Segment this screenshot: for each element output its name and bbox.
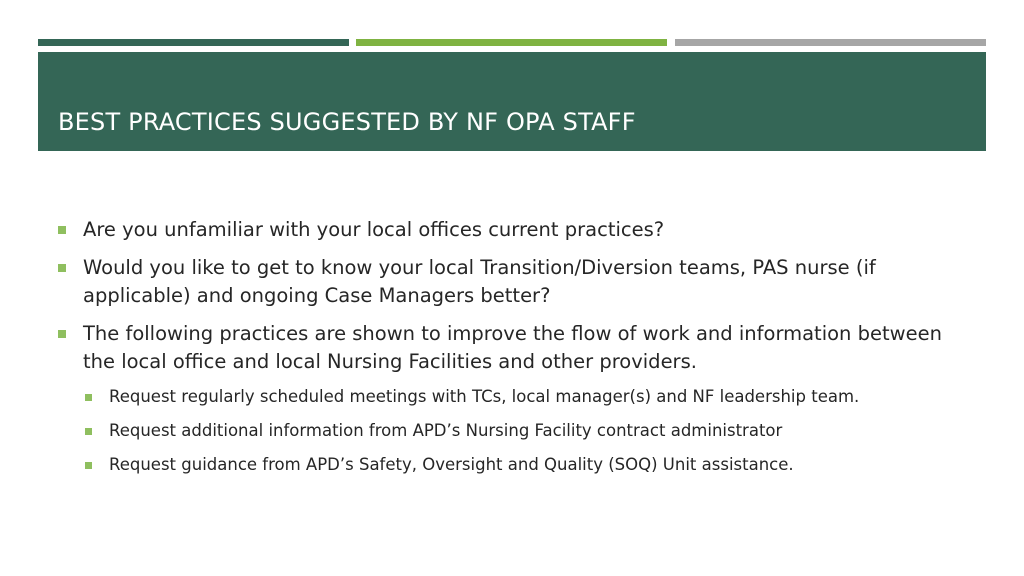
- slide-title: BEST PRACTICES SUGGESTED BY NF OPA STAFF: [58, 108, 636, 136]
- square-bullet-icon: [58, 264, 66, 272]
- content-area: [58, 216, 958, 488]
- bullet-item: [58, 320, 958, 376]
- accent-bar-dark-green: [38, 39, 349, 46]
- bullet-text: Are you unfamiliar with your local offices current practices?: [83, 218, 665, 241]
- accent-bar-gray: [675, 39, 986, 46]
- sub-bullet-text: Request guidance from APD’s Safety, Oversight and Quality (SOQ) Unit assistance.: [109, 455, 794, 474]
- bullet-text: Would you like to get to know your local Transition/Diversion teams, PAS nurse (if applicable) and ongoing Case Managers better?: [83, 256, 876, 307]
- sub-bullet-text: Request additional information from APD’s Nursing Facility contract administrator: [109, 421, 783, 440]
- square-bullet-icon: [58, 330, 66, 338]
- sub-bullet-list: [58, 386, 958, 476]
- bullet-text: The following practices are shown to improve the flow of work and information between the local office and local Nursing Facilities and other providers.: [83, 322, 942, 373]
- bullet-item: [58, 216, 958, 244]
- square-bullet-icon: [85, 394, 92, 401]
- square-bullet-icon: [58, 226, 66, 234]
- square-bullet-icon: [85, 428, 92, 435]
- sub-bullet-item: [85, 454, 958, 476]
- sub-bullet-text: Request regularly scheduled meetings with TCs, local manager(s) and NF leadership team.: [109, 387, 860, 406]
- sub-bullet-item: [85, 386, 958, 408]
- accent-bar-light-green: [356, 39, 667, 46]
- bullet-item: [58, 254, 958, 310]
- title-band: [38, 52, 986, 151]
- sub-bullet-item: [85, 420, 958, 442]
- square-bullet-icon: [85, 462, 92, 469]
